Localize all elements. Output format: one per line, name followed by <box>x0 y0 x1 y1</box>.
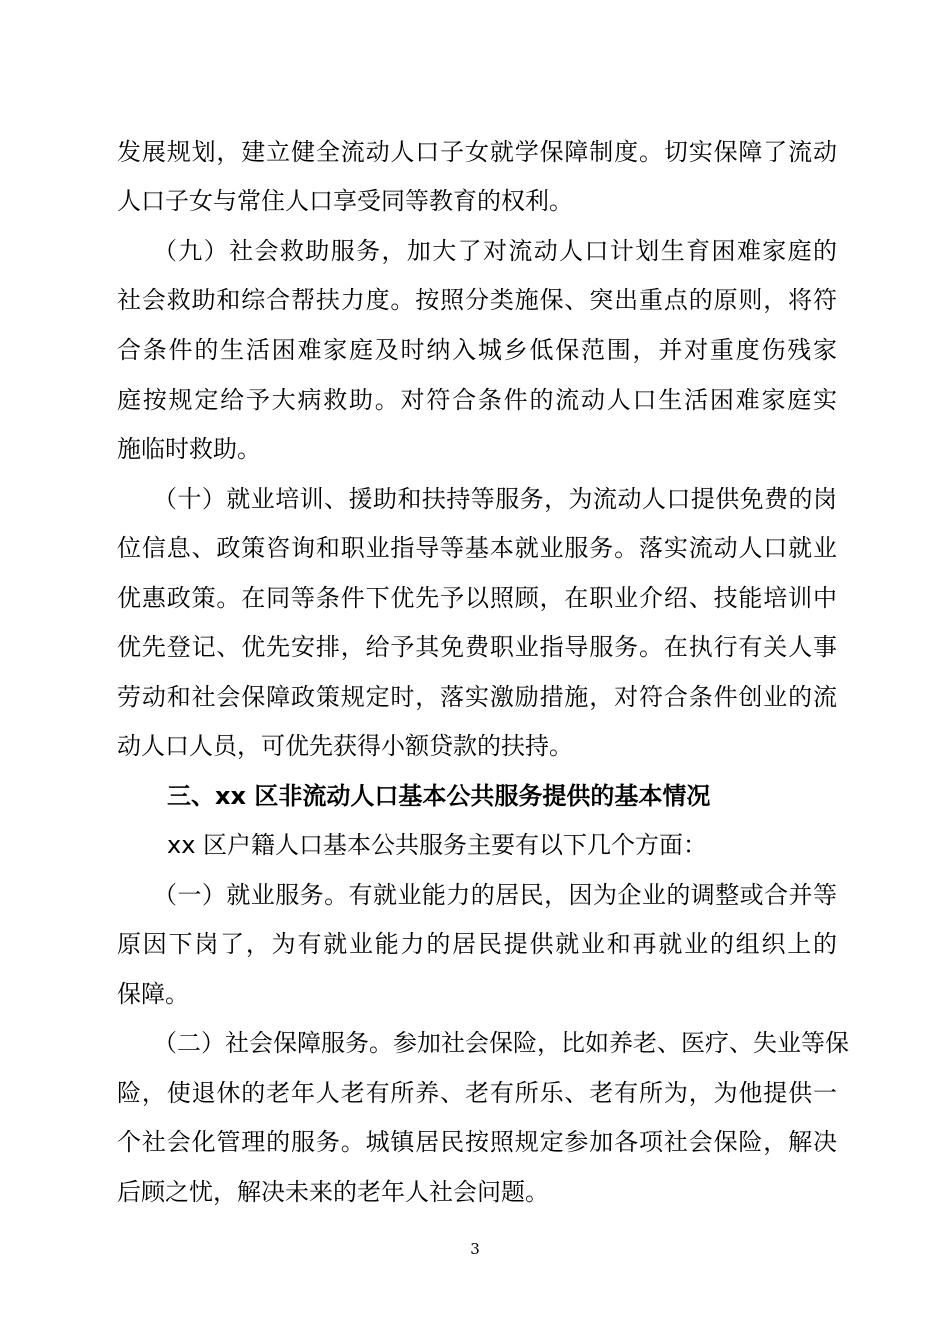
paragraph-line: 社会救助和综合帮扶力度。按照分类施保、突出重点的原则，将符 <box>117 286 837 314</box>
paragraph-line: 险，使退休的老年人老有所养、老有所乐、老有所为，为他提供一 <box>117 1079 837 1107</box>
paragraph-line: 后顾之忧，解决未来的老年人社会问题。 <box>117 1178 549 1206</box>
paragraph-line: 个社会化管理的服务。城镇居民按照规定参加各项社会保险，解决 <box>117 1128 837 1156</box>
paragraph-line: 劳动和社会保障政策规定时，落实激励措施，对符合条件创业的流 <box>117 683 837 711</box>
paragraph-line: 人口子女与常住人口享受同等教育的权利。 <box>117 187 573 215</box>
paragraph-line: 位信息、政策咨询和职业指导等基本就业服务。落实流动人口就业 <box>117 534 837 562</box>
section-heading: 三、xx 区非流动人口基本公共服务提供的基本情况 <box>167 782 711 810</box>
paragraph-line: 原因下岗了，为有就业能力的居民提供就业和再就业的组织上的 <box>117 930 837 958</box>
paragraph-line: 发展规划，建立健全流动人口子女就学保障制度。切实保障了流动 <box>117 138 837 166</box>
paragraph-line: （二）社会保障服务。参加社会保险，比如养老、医疗、失业等保 <box>153 1029 849 1057</box>
paragraph-line: xx 区户籍人口基本公共服务主要有以下几个方面： <box>167 831 708 859</box>
paragraph-line: （一）就业服务。有就业能力的居民，因为企业的调整或合并等 <box>153 881 837 909</box>
paragraph-line: 施临时救助。 <box>117 435 261 463</box>
paragraph-line: 优先登记、优先安排，给予其免费职业指导服务。在执行有关人事 <box>117 633 837 661</box>
paragraph-line: 保障。 <box>117 980 189 1008</box>
paragraph-line: （十）就业培训、援助和扶持等服务，为流动人口提供免费的岗 <box>153 485 837 513</box>
paragraph-line: 优惠政策。在同等条件下优先予以照顾，在职业介绍、技能培训中 <box>117 584 837 612</box>
paragraph-line: （九）社会救助服务，加大了对流动人口计划生育困难家庭的 <box>153 237 837 265</box>
paragraph-line: 动人口人员，可优先获得小额贷款的扶持。 <box>117 732 573 760</box>
paragraph-line: 庭按规定给予大病救助。对符合条件的流动人口生活困难家庭实 <box>117 386 837 414</box>
paragraph-line: 合条件的生活困难家庭及时纳入城乡低保范围，并对重度伤残家 <box>117 336 837 364</box>
page-number: 3 <box>470 1240 480 1258</box>
